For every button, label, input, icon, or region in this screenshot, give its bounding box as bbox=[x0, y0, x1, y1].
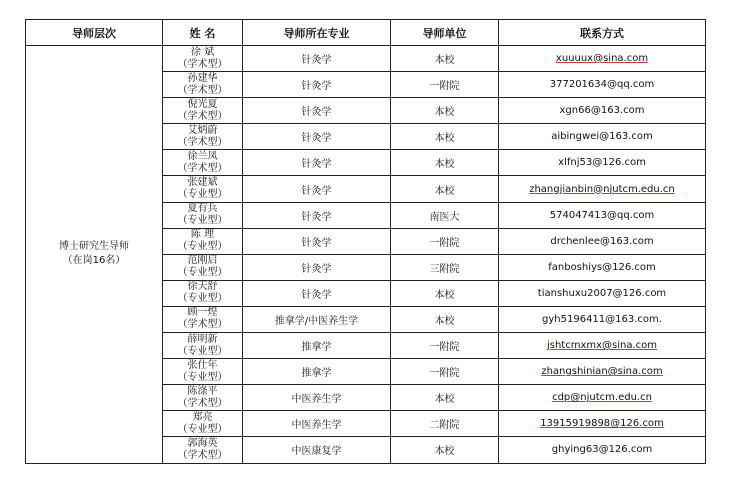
name-cell bbox=[163, 228, 243, 254]
advisor-type: （专业型） bbox=[177, 241, 228, 253]
advisor-name: 倪光夏 bbox=[187, 98, 218, 110]
advisor-name: 夏有兵 bbox=[187, 203, 218, 215]
name-cell bbox=[163, 254, 243, 280]
contact-cell bbox=[499, 254, 706, 280]
contact-email[interactable]: zhangshinian@sina.com bbox=[541, 366, 663, 378]
contact-cell bbox=[499, 280, 706, 306]
unit-cell: 本校 bbox=[391, 46, 499, 72]
advisor-type: （学术型） bbox=[177, 319, 228, 331]
contact-email[interactable]: fanboshiys@126.com bbox=[548, 261, 656, 273]
contact-email[interactable]: zhangjianbin@njutcm.edu.cn bbox=[529, 183, 675, 195]
name-cell bbox=[163, 46, 243, 72]
advisor-name: 陈 理 bbox=[190, 229, 215, 241]
advisor-name: 徐天舒 bbox=[187, 281, 218, 293]
advisor-name: 顾一煌 bbox=[187, 307, 218, 319]
major-cell: 针灸学 bbox=[243, 280, 391, 306]
advisor-name: 艾炳蔚 bbox=[187, 124, 218, 136]
major-cell: 推拿学/中医养生学 bbox=[243, 306, 391, 332]
advisor-name: 陈涤平 bbox=[187, 385, 218, 397]
advisor-name: 薛明新 bbox=[187, 333, 218, 345]
name-cell bbox=[163, 333, 243, 359]
major-cell: 推拿学 bbox=[243, 359, 391, 385]
header-contact: 联系方式 bbox=[499, 20, 706, 46]
major-cell: 中医养生学 bbox=[243, 385, 391, 411]
contact-email[interactable]: tianshuxu2007@126.com bbox=[537, 287, 667, 299]
unit-cell: 本校 bbox=[391, 150, 499, 176]
name-cell bbox=[163, 280, 243, 306]
name-cell bbox=[163, 411, 243, 437]
advisor-table bbox=[25, 19, 706, 464]
name-cell bbox=[163, 72, 243, 98]
header-name: 姓 名 bbox=[163, 20, 243, 46]
unit-cell: 本校 bbox=[391, 437, 499, 463]
name-cell bbox=[163, 176, 243, 202]
major-cell: 针灸学 bbox=[243, 228, 391, 254]
contact-email[interactable]: aibingwei@163.com bbox=[551, 131, 653, 143]
contact-cell bbox=[499, 46, 706, 72]
contact-email[interactable]: 574047413@qq.com bbox=[549, 209, 655, 221]
advisor-type: （专业型） bbox=[177, 215, 228, 227]
contact-email[interactable]: ghying63@126.com bbox=[551, 444, 653, 456]
unit-cell: 三附院 bbox=[391, 254, 499, 280]
contact-cell bbox=[499, 202, 706, 228]
major-cell: 针灸学 bbox=[243, 72, 391, 98]
header-level: 导师层次 bbox=[26, 20, 163, 46]
contact-email[interactable]: jshtcmxmx@sina.com bbox=[546, 340, 658, 352]
advisor-type: （专业型） bbox=[177, 267, 228, 279]
contact-cell bbox=[499, 411, 706, 437]
table-row bbox=[26, 46, 706, 72]
advisor-name: 孙建华 bbox=[187, 72, 218, 84]
advisor-name: 郑亮 bbox=[192, 411, 213, 423]
major-cell: 针灸学 bbox=[243, 176, 391, 202]
advisor-type: （学术型） bbox=[177, 110, 228, 122]
contact-email[interactable]: xlfnj53@126.com bbox=[558, 157, 646, 169]
name-cell bbox=[163, 98, 243, 124]
major-cell: 针灸学 bbox=[243, 150, 391, 176]
major-cell: 针灸学 bbox=[243, 98, 391, 124]
unit-cell: 本校 bbox=[391, 124, 499, 150]
contact-cell bbox=[499, 385, 706, 411]
advisor-name: 张仕年 bbox=[187, 359, 218, 371]
unit-cell: 本校 bbox=[391, 176, 499, 202]
contact-cell bbox=[499, 359, 706, 385]
table-body bbox=[26, 46, 706, 464]
name-cell bbox=[163, 359, 243, 385]
contact-cell bbox=[499, 333, 706, 359]
advisor-type: （专业型） bbox=[177, 293, 228, 305]
major-cell: 针灸学 bbox=[243, 124, 391, 150]
advisor-name: 徐兰凤 bbox=[187, 150, 218, 162]
unit-cell: 本校 bbox=[391, 306, 499, 332]
header-row bbox=[26, 20, 706, 46]
major-cell: 中医养生学 bbox=[243, 411, 391, 437]
contact-email[interactable]: gyh5196411@163.com. bbox=[542, 313, 662, 325]
name-cell bbox=[163, 124, 243, 150]
name-cell bbox=[163, 437, 243, 463]
advisor-type: （专业型） bbox=[177, 423, 228, 435]
contact-cell bbox=[499, 437, 706, 463]
contact-cell bbox=[499, 228, 706, 254]
name-cell bbox=[163, 306, 243, 332]
contact-cell bbox=[499, 72, 706, 98]
advisor-type: （专业型） bbox=[177, 189, 228, 201]
contact-email[interactable]: xuuuux@sina.com bbox=[555, 53, 649, 65]
unit-cell: 本校 bbox=[391, 280, 499, 306]
unit-cell: 一附院 bbox=[391, 72, 499, 98]
contact-email[interactable]: xgn66@163.com bbox=[559, 105, 645, 117]
name-cell bbox=[163, 150, 243, 176]
contact-email[interactable]: 377201634@qq.com bbox=[549, 79, 655, 91]
advisor-level-cell bbox=[26, 46, 163, 464]
advisor-type: （学术型） bbox=[177, 84, 228, 96]
contact-cell bbox=[499, 150, 706, 176]
header-unit: 导师单位 bbox=[391, 20, 499, 46]
contact-cell bbox=[499, 124, 706, 150]
name-cell bbox=[163, 385, 243, 411]
unit-cell: 一附院 bbox=[391, 228, 499, 254]
advisor-type: （学术型） bbox=[177, 397, 228, 409]
unit-cell: 一附院 bbox=[391, 359, 499, 385]
advisor-type: （专业型） bbox=[177, 371, 228, 383]
contact-email[interactable]: cdp@njutcm.edu.cn bbox=[552, 392, 652, 404]
unit-cell: 本校 bbox=[391, 385, 499, 411]
advisor-name: 徐 斌 bbox=[190, 46, 215, 58]
unit-cell: 二附院 bbox=[391, 411, 499, 437]
contact-cell bbox=[499, 176, 706, 202]
major-cell: 针灸学 bbox=[243, 202, 391, 228]
advisor-type: （学术型） bbox=[177, 58, 228, 70]
name-cell bbox=[163, 202, 243, 228]
header-major: 导师所在专业 bbox=[243, 20, 391, 46]
unit-cell: 一附院 bbox=[391, 333, 499, 359]
advisor-name: 郭海英 bbox=[187, 437, 218, 449]
advisor-type: （学术型） bbox=[177, 449, 228, 461]
unit-cell: 南医大 bbox=[391, 202, 499, 228]
advisor-count-label: （在岗16名） bbox=[62, 255, 126, 267]
advisor-type: （学术型） bbox=[177, 162, 228, 174]
advisor-name: 张建斌 bbox=[187, 177, 218, 189]
major-cell: 推拿学 bbox=[243, 333, 391, 359]
advisor-type: （学术型） bbox=[177, 136, 228, 148]
advisor-type: （专业型） bbox=[177, 345, 228, 357]
contact-cell bbox=[499, 98, 706, 124]
major-cell: 中医康复学 bbox=[243, 437, 391, 463]
major-cell: 针灸学 bbox=[243, 46, 391, 72]
contact-cell bbox=[499, 306, 706, 332]
advisor-level-label: 博士研究生导师 bbox=[59, 241, 129, 253]
major-cell: 针灸学 bbox=[243, 254, 391, 280]
unit-cell: 本校 bbox=[391, 98, 499, 124]
contact-email[interactable]: drchenlee@163.com bbox=[550, 235, 654, 247]
contact-email[interactable]: 13915919898@126.com bbox=[540, 418, 664, 430]
advisor-name: 范刚启 bbox=[187, 255, 218, 267]
